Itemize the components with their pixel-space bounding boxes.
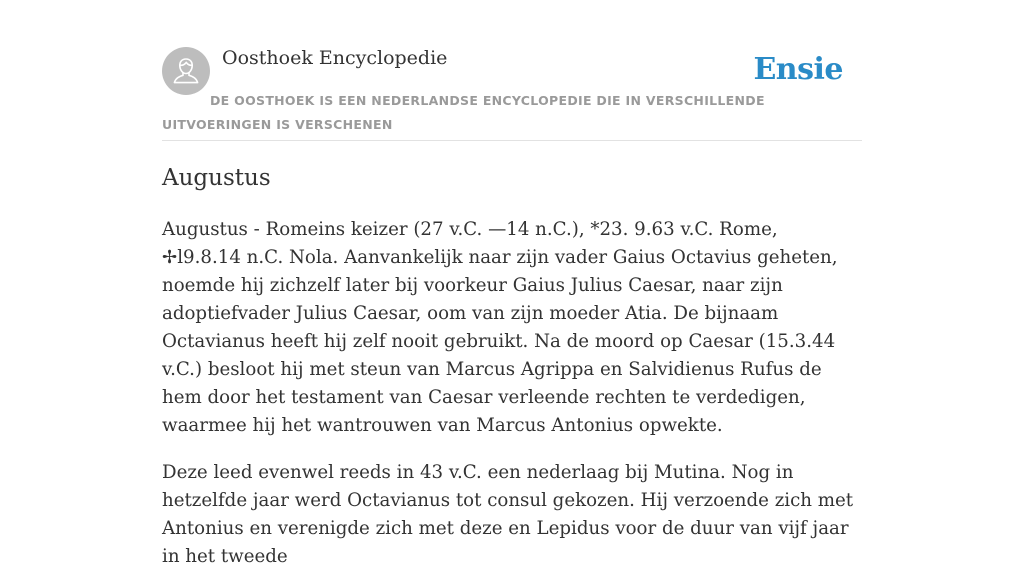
article [162, 160, 862, 571]
article-paragraph: Deze leed evenwel reeds in 43 v.C. een nederlaag bij Mutina. Nog in hetzelfde jaar werd Octavianus tot consul gekozen. Hij verzoende zich met Antonius en verenigde zich met deze en Lepidus voor de duur van vijf jaar in het tweede [162, 462, 854, 567]
source-description: DE OOSTHOEK IS EEN NEDERLANDSE ENCYCLOPEDIE DIE IN VERSCHILLENDE UITVOERINGEN IS VERSCHENEN [162, 93, 765, 132]
brand-logo[interactable]: Ensie [753, 52, 843, 87]
article-paragraph: Augustus - Romeins keizer (27 v.C. —14 n.C.), *23. 9.63 v.C. Rome, ✢l9.8.14 n.C. Nola. Aanvankelijk naar zijn vader Gaius Octavius geheten, noemde hij zichzelf later bij voorkeur Gaius Julius Caesar, naar zijn adoptiefvader Julius Caesar, oom van zijn moeder Atia. De bijnaam Octavianus heeft hij zelf nooit gebruikt. Na de moord op Caesar (15.3.44 v.C.) besloot hij met steun van Marcus Agrippa en Salvidienus Rufus de hem door het testament van Caesar verleende rechten te verdedigen, waarmee hij het wantrouwen van Marcus Antonius opwekte. [162, 219, 838, 436]
article-title: Augustus [162, 165, 271, 191]
source-header [162, 46, 862, 141]
avatar[interactable] [162, 47, 210, 95]
user-silhouette-icon [162, 47, 210, 95]
source-name[interactable]: Oosthoek Encyclopedie [222, 47, 448, 69]
